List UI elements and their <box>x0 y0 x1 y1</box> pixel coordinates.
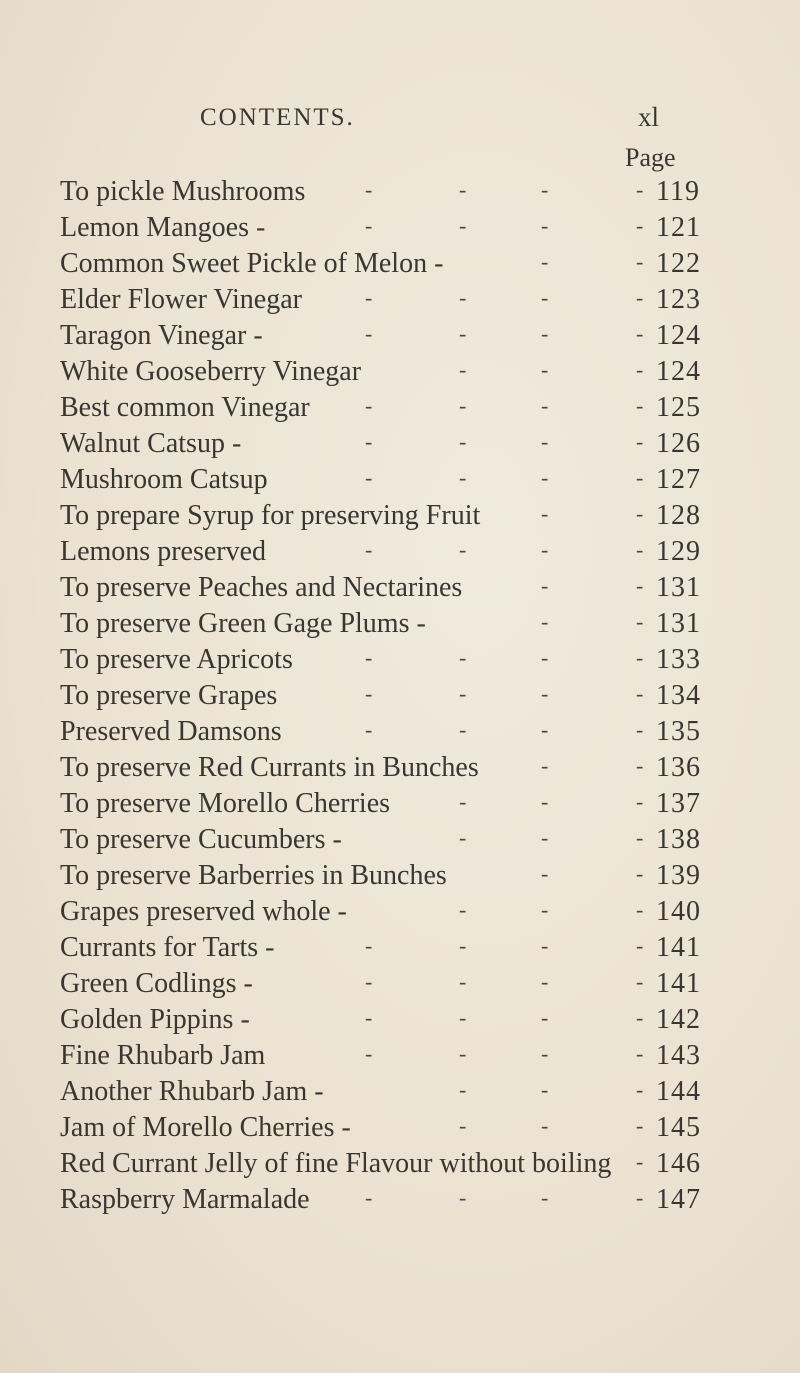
leader-dash: - <box>636 285 644 310</box>
leader-dash: - <box>636 825 644 850</box>
leader-dash: - <box>636 357 644 382</box>
entry-title: Green Codlings - <box>60 968 253 999</box>
leader-dash: - <box>365 321 373 346</box>
entry-title: Another Rhubarb Jam - <box>60 1076 324 1107</box>
leader-dash: - <box>636 1041 644 1066</box>
contents-entry <box>0 966 800 1002</box>
entry-title: To preserve Grapes <box>60 680 278 711</box>
entry-title: Fine Rhubarb Jam <box>60 1040 266 1071</box>
entry-title: Grapes preserved whole - <box>60 896 347 927</box>
entry-title: Lemons preserved <box>60 536 267 567</box>
entry-title: Elder Flower Vinegar <box>60 284 302 315</box>
leader-dash: - <box>459 933 467 958</box>
leader-dash: - <box>541 213 549 238</box>
leader-dash: - <box>365 1041 373 1066</box>
leader-dash: - <box>459 681 467 706</box>
entry-page-number: 124 <box>656 320 701 351</box>
contents-entry <box>0 282 800 318</box>
leader-dash: - <box>541 249 549 274</box>
leader-dash: - <box>636 717 644 742</box>
leader-dash: - <box>365 1005 373 1030</box>
leader-dash: - <box>636 1149 644 1174</box>
leader-dash: - <box>365 285 373 310</box>
leader-dash: - <box>636 1005 644 1030</box>
entry-title: To prepare Syrup for preserving Fruit <box>60 500 481 531</box>
leader-dash: - <box>365 213 373 238</box>
leader-dash: - <box>636 249 644 274</box>
contents-entry <box>0 1146 800 1182</box>
entry-title: Walnut Catsup - <box>60 428 242 459</box>
leader-dash: - <box>636 681 644 706</box>
leader-dash: - <box>459 789 467 814</box>
entry-page-number: 147 <box>656 1184 701 1215</box>
leader-dash: - <box>459 393 467 418</box>
leader-dash: - <box>541 897 549 922</box>
leader-dash: - <box>636 753 644 778</box>
leader-dash: - <box>541 717 549 742</box>
leader-dash: - <box>459 537 467 562</box>
contents-entry <box>0 462 800 498</box>
leader-dash: - <box>365 717 373 742</box>
entry-title: Red Currant Jelly of fine Flavour without boiling <box>60 1148 612 1179</box>
contents-entry <box>0 498 800 534</box>
leader-dash: - <box>541 789 549 814</box>
leader-dash: - <box>541 969 549 994</box>
leader-dash: - <box>365 465 373 490</box>
page-number: xl <box>638 102 660 132</box>
entry-title: To preserve Barberries in Bunches <box>60 860 447 891</box>
contents-entry <box>0 390 800 426</box>
leader-dash: - <box>459 1005 467 1030</box>
contents-entry <box>0 894 800 930</box>
leader-dash: - <box>541 681 549 706</box>
leader-dash: - <box>541 933 549 958</box>
contents-entry <box>0 822 800 858</box>
entry-page-number: 123 <box>656 284 701 315</box>
entry-page-number: 131 <box>656 572 701 603</box>
leader-dash: - <box>636 933 644 958</box>
leader-dash: - <box>636 465 644 490</box>
leader-dash: - <box>459 645 467 670</box>
entry-page-number: 145 <box>656 1112 701 1143</box>
leader-dash: - <box>636 537 644 562</box>
leader-dash: - <box>636 177 644 202</box>
running-head: CONTENTS. <box>200 104 355 131</box>
leader-dash: - <box>459 1113 467 1138</box>
leader-dash: - <box>636 969 644 994</box>
leader-dash: - <box>541 501 549 526</box>
contents-entry <box>0 570 800 606</box>
leader-dash: - <box>636 861 644 886</box>
entry-page-number: 141 <box>656 932 701 963</box>
entry-title: Golden Pippins - <box>60 1004 250 1035</box>
entry-title: Currants for Tarts - <box>60 932 275 963</box>
contents-entry <box>0 1002 800 1038</box>
leader-dash: - <box>541 465 549 490</box>
leader-dash: - <box>365 645 373 670</box>
leader-dash: - <box>541 321 549 346</box>
leader-dash: - <box>459 1041 467 1066</box>
leader-dash: - <box>541 573 549 598</box>
entry-page-number: 141 <box>656 968 701 999</box>
contents-entry <box>0 714 800 750</box>
entry-title: Mushroom Catsup <box>60 464 268 495</box>
leader-dash: - <box>636 213 644 238</box>
leader-dash: - <box>541 537 549 562</box>
entry-page-number: 136 <box>656 752 701 783</box>
entry-page-number: 124 <box>656 356 701 387</box>
leader-dash: - <box>459 321 467 346</box>
leader-dash: - <box>541 177 549 202</box>
leader-dash: - <box>459 825 467 850</box>
leader-dash: - <box>541 285 549 310</box>
leader-dash: - <box>636 393 644 418</box>
leader-dash: - <box>365 393 373 418</box>
leader-dash: - <box>365 969 373 994</box>
leader-dash: - <box>459 429 467 454</box>
leader-dash: - <box>541 357 549 382</box>
entry-page-number: 139 <box>656 860 701 891</box>
contents-entry <box>0 426 800 462</box>
leader-dash: - <box>636 789 644 814</box>
entry-page-number: 138 <box>656 824 701 855</box>
entry-title: To preserve Peaches and Nectarines <box>60 572 463 603</box>
leader-dash: - <box>636 1077 644 1102</box>
contents-entry <box>0 1182 800 1218</box>
contents-entry <box>0 354 800 390</box>
leader-dash: - <box>459 897 467 922</box>
entry-title: Common Sweet Pickle of Melon - <box>60 248 444 279</box>
entry-page-number: 135 <box>656 716 701 747</box>
leader-dash: - <box>365 429 373 454</box>
page-column-label: Page <box>625 143 676 172</box>
entry-page-number: 142 <box>656 1004 701 1035</box>
contents-list <box>0 174 800 1218</box>
contents-entry <box>0 858 800 894</box>
entry-title: To pickle Mushrooms <box>60 176 306 207</box>
leader-dash: - <box>636 609 644 634</box>
entry-title: To preserve Green Gage Plums - <box>60 608 426 639</box>
entry-title: To preserve Cucumbers - <box>60 824 342 855</box>
leader-dash: - <box>541 393 549 418</box>
entry-title: To preserve Morello Cherries <box>60 788 391 819</box>
leader-dash: - <box>459 465 467 490</box>
entry-page-number: 144 <box>656 1076 701 1107</box>
entry-title: Jam of Morello Cherries - <box>60 1112 351 1143</box>
contents-entry <box>0 1038 800 1074</box>
contents-entry <box>0 606 800 642</box>
leader-dash: - <box>541 825 549 850</box>
entry-title: Taragon Vinegar - <box>60 320 263 351</box>
contents-entry <box>0 210 800 246</box>
leader-dash: - <box>636 1113 644 1138</box>
leader-dash: - <box>459 717 467 742</box>
entry-page-number: 134 <box>656 680 701 711</box>
leader-dash: - <box>459 1185 467 1210</box>
entry-page-number: 137 <box>656 788 701 819</box>
leader-dash: - <box>636 1185 644 1210</box>
leader-dash: - <box>365 933 373 958</box>
leader-dash: - <box>541 429 549 454</box>
leader-dash: - <box>459 969 467 994</box>
leader-dash: - <box>636 897 644 922</box>
leader-dash: - <box>459 177 467 202</box>
leader-dash: - <box>541 1041 549 1066</box>
leader-dash: - <box>541 753 549 778</box>
leader-dash: - <box>365 1185 373 1210</box>
leader-dash: - <box>541 609 549 634</box>
entry-page-number: 126 <box>656 428 701 459</box>
entry-title: Preserved Damsons <box>60 716 282 747</box>
leader-dash: - <box>541 1077 549 1102</box>
entry-page-number: 129 <box>656 536 701 567</box>
leader-dash: - <box>636 645 644 670</box>
leader-dash: - <box>541 1005 549 1030</box>
entry-title: Best common Vinegar <box>60 392 310 423</box>
leader-dash: - <box>459 213 467 238</box>
leader-dash: - <box>541 861 549 886</box>
contents-entry <box>0 246 800 282</box>
contents-entry <box>0 318 800 354</box>
contents-entry <box>0 750 800 786</box>
contents-entry <box>0 534 800 570</box>
contents-entry <box>0 786 800 822</box>
entry-page-number: 119 <box>656 176 700 207</box>
entry-page-number: 143 <box>656 1040 701 1071</box>
leader-dash: - <box>541 1113 549 1138</box>
contents-entry <box>0 930 800 966</box>
contents-entry <box>0 1110 800 1146</box>
entry-page-number: 133 <box>656 644 701 675</box>
entry-page-number: 122 <box>656 248 701 279</box>
leader-dash: - <box>636 573 644 598</box>
entry-page-number: 125 <box>656 392 701 423</box>
entry-page-number: 128 <box>656 500 701 531</box>
leader-dash: - <box>365 177 373 202</box>
entry-page-number: 127 <box>656 464 701 495</box>
entry-title: To preserve Apricots <box>60 644 293 675</box>
contents-entry <box>0 678 800 714</box>
leader-dash: - <box>541 1185 549 1210</box>
leader-dash: - <box>365 681 373 706</box>
leader-dash: - <box>636 501 644 526</box>
entry-page-number: 146 <box>656 1148 701 1179</box>
leader-dash: - <box>636 321 644 346</box>
contents-entry <box>0 642 800 678</box>
leader-dash: - <box>365 537 373 562</box>
leader-dash: - <box>459 1077 467 1102</box>
leader-dash: - <box>459 357 467 382</box>
entry-title: Raspberry Marmalade <box>60 1184 310 1215</box>
entry-page-number: 131 <box>656 608 701 639</box>
entry-page-number: 121 <box>656 212 701 243</box>
contents-entry <box>0 1074 800 1110</box>
entry-page-number: 140 <box>656 896 701 927</box>
entry-title: Lemon Mangoes - <box>60 212 266 243</box>
leader-dash: - <box>459 285 467 310</box>
leader-dash: - <box>636 429 644 454</box>
entry-title: White Gooseberry Vinegar <box>60 356 362 387</box>
contents-entry <box>0 174 800 210</box>
leader-dash: - <box>541 645 549 670</box>
entry-title: To preserve Red Currants in Bunches <box>60 752 479 783</box>
